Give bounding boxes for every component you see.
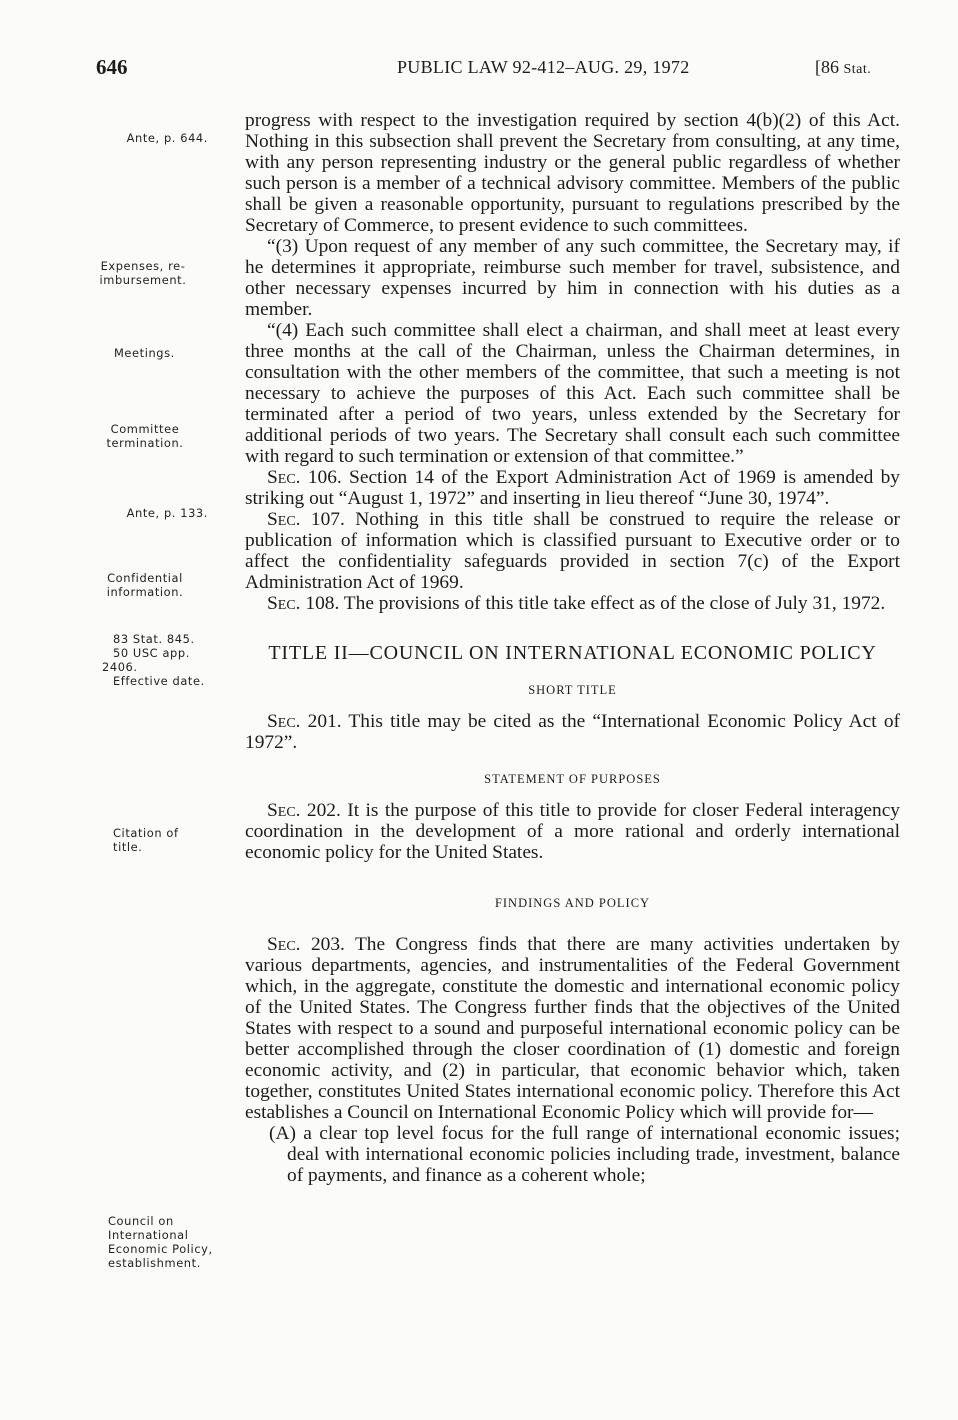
margin-note-council: Council on International Economic Policy, establishment. <box>108 1214 213 1270</box>
section-203-text: The Congress finds that there are many activities undertaken by various departments, agencies, and instrumentalities of the Federal Government which, in the aggregate, constitute the domestic and international economic policy of the United States. The Congress further finds that the objectives of the United States with respect to a sound and purposeful international economic policy can be better accomplished through the closer coordination of (1) domestic and foreign economic activity, and (2) in particular, that economic behavior which, taken together, constitutes United States international economic policy. Therefore this Act establishes a Council on International Economic Policy which will provide for— <box>245 934 900 1123</box>
margin-note-stat-845-line1: 83 Stat. 845. <box>113 632 195 646</box>
paragraph-subsection-4: “(4) Each such committee shall elect a chairman, and shall meet at least every three months at the call of the Chairman, unless the Chairman determines, in consultation with the other members of the committee, that such a meeting is not necessary to achieve the purposes of this Act. Each such committee shall be terminated after a period of two years, unless extended by the Secretary for additional periods of two years. The Secretary shall consult each such committee with regard to such termination or extension of that committee.” <box>245 320 900 467</box>
section-108 <box>245 593 900 614</box>
section-107 <box>245 509 900 593</box>
section-108-label: Sec. 108. <box>267 593 340 614</box>
margin-note-expenses: Expenses, re-imbursement. <box>99 259 187 287</box>
item-a: (A) a clear top level focus for the full range of international economic issues; deal with international economic policies including trade, investment, balance of payments, and finance as a coherent whole; <box>269 1123 900 1186</box>
section-106 <box>245 467 900 509</box>
findings-heading: FINDINGS AND POLICY <box>494 896 651 910</box>
paragraph-subsection-3: “(3) Upon request of any member of any such committee, the Secretary may, if he determines it appropriate, reimburse such member for travel, subsistence, and other necessary expenses incurred by him in connection with his duties as a member. <box>245 236 900 320</box>
section-106-label: Sec. 106. <box>267 467 342 488</box>
section-108-text: The provisions of this title take effect as of the close of July 31, 1972. <box>339 593 886 614</box>
margin-notes <box>0 0 240 1420</box>
margin-note-stat-845-line3: 2406. <box>102 660 138 674</box>
statute-reference <box>815 57 871 78</box>
section-202-text: It is the purpose of this title to provide for closer Federal interagency coordination in the development of a more rational and orderly international economic policy for the United States. <box>245 800 900 863</box>
margin-note-meetings: Meetings. <box>114 346 175 360</box>
section-202 <box>245 800 900 863</box>
section-107-text: Nothing in this title shall be construed to require the release or publication of information which is classified pursuant to Executive order or to affect the confidentiality safeguards provided in section 7(c) of the Export Administration Act of 1969. <box>245 509 900 593</box>
title-ii-heading: TITLE II—COUNCIL ON INTERNATIONAL ECONOMIC POLICY <box>268 642 877 664</box>
margin-note-committee-termination: Committee termination. <box>106 422 184 450</box>
section-203 <box>245 934 900 1123</box>
section-203-label: Sec. 203. <box>267 934 345 955</box>
running-title: PUBLIC LAW 92-412–AUG. 29, 1972 <box>397 57 690 77</box>
section-106-text: Section 14 of the Export Administration Act of 1969 is amended by striking out “August 1, 1972” and inserting in lieu thereof “June 30, 1974”. <box>245 467 901 509</box>
margin-note-stat-845-line2: 50 USC app. <box>113 646 190 660</box>
margin-note-confidential: Confidential information. <box>106 571 184 599</box>
margin-note-ante-644: Ante, p. 644. <box>126 131 208 145</box>
main-text <box>245 110 900 1186</box>
margin-note-ante-133: Ante, p. 133. <box>126 506 208 520</box>
paragraph-continuation: progress with respect to the investigation required by section 4(b)(2) of this Act. Nothing in this subsection shall prevent the Secretary from consulting, at any time, with any person representing industry or the general public regardless of whether such person is a member of a technical advisory committee. Members of the public shall be given a reasonable opportunity, pursuant to regulations prescribed by the Secretary of Commerce, to present evidence to such committees. <box>245 110 900 236</box>
page-number: 646 <box>96 55 128 79</box>
margin-note-effective-date: Effective date. <box>113 674 205 688</box>
purposes-heading: STATEMENT OF PURPOSES <box>484 772 661 786</box>
statute-prefix: [86 <box>815 57 844 77</box>
margin-note-citation: Citation of title. <box>113 826 179 854</box>
section-107-label: Sec. 107. <box>267 509 345 530</box>
section-201 <box>245 711 900 753</box>
section-201-text: This title may be cited as the “International Economic Policy Act of 1972”. <box>245 711 900 753</box>
statute-word: Stat. <box>843 62 872 77</box>
section-202-label: Sec. 202. <box>267 800 341 821</box>
short-title-heading: SHORT TITLE <box>528 683 617 697</box>
section-201-label: Sec. 201. <box>267 711 342 732</box>
